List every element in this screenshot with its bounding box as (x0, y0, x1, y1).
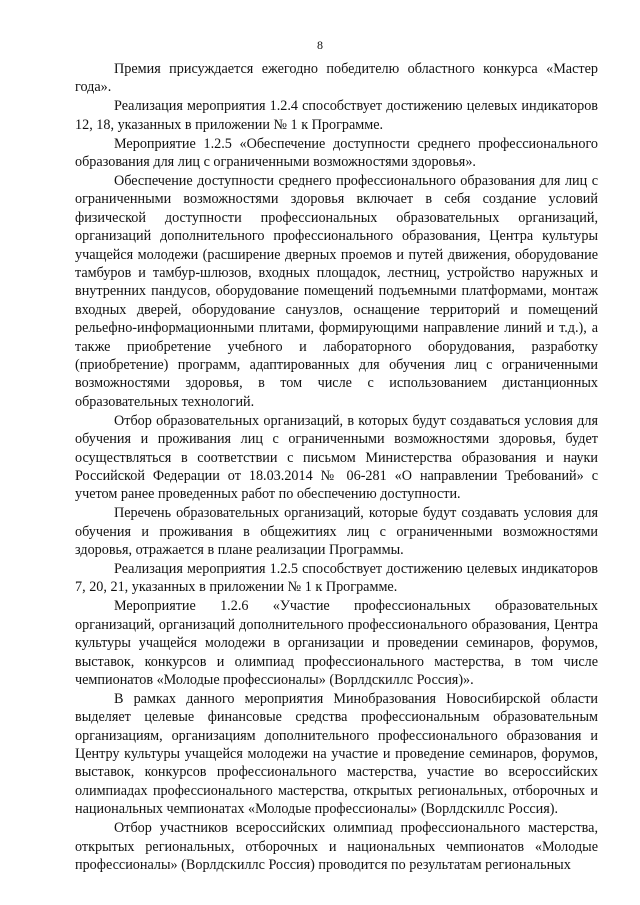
paragraph-selection-organizations: Отбор образовательных организаций, в которых будут создаваться условия для обучения и проживания лиц с ограниченными возможностями здоровья, будет осуществляться в соответствии с письмом Министерства образования и науки Российской Федерации от 18.03.2014 № 06-281 «О направлении Требований» с учетом ранее проведенных работ по обеспечению доступности. (75, 412, 598, 503)
page-number: 8 (317, 38, 323, 52)
paragraph-participant-selection: Отбор участников всероссийских олимпиад профессионального мастерства, открытых региональных, отборочных и национальных чемпионатов «Молодые профессионалы» (Ворлдскиллс Россия) проводится по результатам региональных (75, 820, 598, 873)
paragraph-accessibility-description: Обеспечение доступности среднего профессионального образования для лиц с ограниченными возможностями здоровья включает в себя создание условий физической доступности профессиональных образовательных организаций, организаций дополнительного профессионального образования, Центра культуры учащейся молодежи (расширение дверных проемов и путей движения, оборудование тамбуров и тамбур-шлюзов, входных площадок, лестниц, устройство наружных и внутренних пандусов, оборудование помещений подъемными платформами, монтаж входных дверей, оборудование санузлов, оснащение территорий и помещений рельефно-информационными плитами, формирующими направление линий и т.д.), а также приобретение учебного и лабораторного оборудования, разработку (приобретение) программ, адаптированных для обучения лиц с ограниченными возможностями здоровья, в том числе с использованием дистанционных образовательных технологий. (75, 172, 598, 410)
paragraph-measure-1-2-4-result: Реализация мероприятия 1.2.4 способствует достижению целевых индикаторов 12, 18, указанных в приложении № 1 к Программе. (75, 98, 598, 133)
document-body (75, 60, 598, 875)
paragraph-measure-1-2-5-title: Мероприятие 1.2.5 «Обеспечение доступности среднего профессионального образования для лиц с ограниченными возможностями здоровья». (75, 135, 598, 171)
paragraph-measure-1-2-5-result: Реализация мероприятия 1.2.5 способствует достижению целевых индикаторов 7, 20, 21, указанных в приложении № 1 к Программе. (75, 560, 598, 596)
paragraph-list-organizations: Перечень образовательных организаций, которые будут создавать условия для обучения и проживания в общежитиях лиц с ограниченными возможностями здоровья, отражается в плане реализации Программы. (75, 505, 598, 559)
paragraph-measure-1-2-6-title: Мероприятие 1.2.6 «Участие профессиональных образовательных организаций, организаций дополнительного профессионального образования, Центра культуры учащейся молодежи в организации и проведении семинаров, форумов, выставок, конкурсов и олимпиад профессионального мастерства, в том числе чемпионатов «Молодые профессионалы» (Ворлдскиллс Россия)». (75, 598, 598, 688)
paragraph-ministry-funding: В рамках данного мероприятия Минобразования Новосибирской области выделяет целевые финансовые средства профессиональным образовательным организациям, организациям дополнительного профессионального образования и Центру культуры учащейся молодежи на участие и проведение семинаров, форумов, выставок, конкурсов профессионального мастерства, участие во всероссийских олимпиадах профессионального мастерства, открытых региональных, отборочных и национальных чемпионатах «Молодые профессионалы» (Ворлдскиллс Россия). (75, 690, 598, 818)
paragraph-award: Премия присуждается ежегодно победителю областного конкурса «Мастер года». (75, 61, 598, 96)
